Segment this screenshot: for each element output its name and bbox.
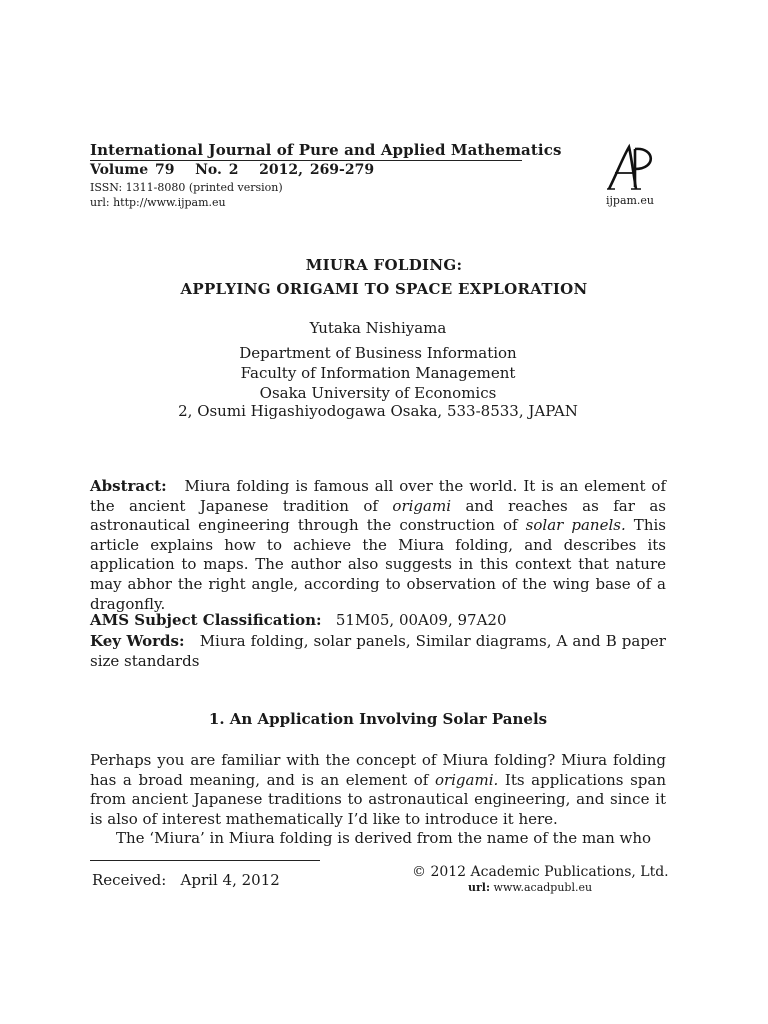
- abstract-emphasis-solar: solar panels.: [525, 516, 626, 535]
- logo-site: ijpam.eu: [605, 194, 655, 207]
- keywords-value: Miura folding, solar panels, Similar diagrams, A and B paper size standards: [90, 632, 666, 670]
- section-p1-emphasis: origami.: [434, 770, 499, 789]
- paper-title-line2: APPLYING ORIGAMI TO SPACE EXPLORATION: [180, 280, 588, 298]
- affiliation-department: Department of Business Information: [239, 344, 517, 362]
- ams-value: 51M05, 00A09, 97A20: [335, 611, 507, 629]
- abstract-text-3: This article explains how to achieve the Miura folding, and describes its application to maps. The author also suggests in this context that nature may abhor the right angle, according to observation of the wing base of a dragonfly.: [90, 516, 666, 613]
- key-words: [90, 632, 666, 671]
- ams-classification: [90, 611, 666, 631]
- paper-title-line1: MIURA FOLDING:: [305, 256, 463, 274]
- abstract-label: Abstract:: [90, 477, 167, 495]
- journal-logo: [605, 143, 660, 193]
- section-p2-text: The ‘Miura’ in Miura folding is derived from the name of the man who: [116, 829, 652, 848]
- section-p1-text-1: Perhaps you are familiar with the concept of Miura folding? Miura folding has a broad meaning, and is an element of: [90, 751, 666, 789]
- abstract: [90, 477, 666, 614]
- ams-label: AMS Subject Classification:: [90, 611, 322, 629]
- affiliation-faculty: Faculty of Information Management: [240, 364, 516, 382]
- journal-name: International Journal of Pure and Applied Mathematics: [90, 141, 562, 159]
- keywords-label: Key Words:: [90, 632, 185, 650]
- affiliation-university: Osaka University of Economics: [259, 384, 497, 402]
- journal-rule: [90, 160, 522, 161]
- abstract-text-2: and reaches as far as astronautical engineering through the construction of: [90, 496, 667, 535]
- received-date: Received: April 4, 2012: [92, 871, 280, 889]
- section-body: [90, 751, 666, 849]
- publisher-url-value: www.acadpubl.eu: [493, 881, 593, 894]
- section-p1-text-2: Its applications span from ancient Japanese traditions to astronautical engineering, and since it is also of interest mathematically I’d like to introduce it here.: [90, 770, 666, 828]
- publisher-url: [468, 881, 592, 894]
- abstract-text-1: Miura folding is famous all over the world. It is an element of the ancient Japanese tradition of: [90, 477, 666, 515]
- author-name: Yutaka Nishiyama: [309, 319, 447, 337]
- publisher-url-label: url:: [468, 881, 491, 894]
- copyright-notice: © 2012 Academic Publications, Ltd.: [412, 864, 669, 880]
- footnote-rule: [90, 860, 320, 861]
- journal-url: url: http://www.ijpam.eu: [90, 196, 226, 209]
- volume-line: Volume 79 No. 2 2012, 269-279: [90, 162, 375, 178]
- section-title: 1. An Application Involving Solar Panels: [208, 710, 548, 728]
- issn-line: ISSN: 1311-8080 (printed version): [90, 181, 283, 194]
- abstract-emphasis-origami: origami: [392, 496, 451, 515]
- affiliation-address: 2, Osumi Higashiyodogawa Osaka, 533-8533, JAPAN: [178, 402, 578, 420]
